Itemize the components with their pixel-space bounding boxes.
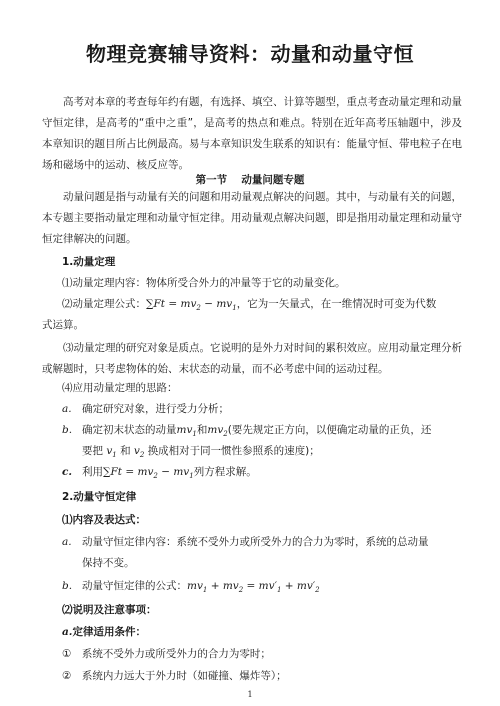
- step-b-cont-pre: 要把: [82, 445, 103, 457]
- step-c-mark: c.: [62, 466, 73, 478]
- theorem-approach: ⑷应用动量定理的思路：: [62, 382, 178, 394]
- step-b-mark: b.: [62, 424, 73, 436]
- conditions-text: 定律适用条件：: [72, 626, 146, 638]
- math-step-c-formula: $\sum Ft = mv_2 - mv_1$: [103, 466, 194, 481]
- heading-notes: ⑵说明及注意事项：: [62, 604, 157, 616]
- formula-impulse: $\sum Ft = mv_2 - mv_1$: [146, 298, 237, 313]
- math-conservation-formula: $mv_1 + mv_2 = mv'_1 + mv'_2$: [187, 580, 320, 595]
- cons-a-cont: 保持不变。: [82, 557, 135, 569]
- step-a-mark: a.: [62, 403, 72, 415]
- theorem-content: ⑴动量定理内容：物体所受合外力的冲量等于它的动量变化。: [62, 277, 346, 289]
- cons-b-mark: b.: [62, 580, 73, 592]
- step-a-text: 确定研究对象，进行受力分析；: [82, 403, 229, 415]
- heading-content-expression: ⑴内容及表达式：: [62, 514, 146, 526]
- page-number: 1: [247, 690, 253, 699]
- step-b-cont-and: 和: [120, 445, 131, 457]
- math-v2: $v_2$: [130, 445, 145, 460]
- condition-1: ① 系统不受外力或所受外力的合力为零时；: [62, 648, 271, 660]
- step-c-pre: 利用: [82, 466, 103, 478]
- step-a: [62, 401, 229, 416]
- cons-a-mark: a.: [62, 536, 72, 548]
- math-v1: $v_1$: [103, 445, 117, 460]
- theorem-formula-line: [62, 296, 436, 312]
- section-heading: 第一节 动量问题专题: [195, 174, 305, 186]
- condition-2: ② 系统内力远大于外力时（如碰撞、爆炸等）；: [62, 670, 287, 682]
- step-b-cont: [82, 443, 320, 459]
- step-b-text: 确定初末状态的动量: [82, 424, 177, 436]
- heading-conservation: 2.动量守恒定律: [62, 491, 137, 503]
- step-b-note: (要先规定正方向，以便确定动量的正负，还: [227, 424, 432, 436]
- math-mv1: $mv_1$: [176, 424, 197, 439]
- cons-b-text: 动量守恒定律的公式：: [82, 580, 187, 592]
- heading-momentum-theorem: 1.动量定理: [62, 256, 116, 268]
- step-c-post: 列方程求解。: [193, 466, 257, 478]
- step-b-and: 和: [196, 424, 208, 436]
- cons-a-text: 动量守恒定律内容：系统不受外力或所受外力的合力为零时，系统的总动量: [82, 536, 429, 548]
- cons-b: [62, 578, 320, 594]
- section-intro-paragraph: 动量问题是指与动量有关的问题和用动量观点解决的问题。其中，与动量有关的问题，本专题主要指动量定理和动量守恒定律。用动量观点解决问题，即是指用动量定理和动量守恒定律解决的问题。: [42, 191, 462, 245]
- step-c: [62, 464, 257, 480]
- theorem-object-paragraph: ⑶动量定理的研究对象是质点。它说明的是外力对时间的累积效应。应用动量定理分析或解题时，只考虑物体的始、末状态的动量，而不必考虑中间的运动过程。: [42, 342, 462, 375]
- formula-note: ，它为一矢量式，在一维情况时可变为代数: [236, 298, 437, 310]
- math-mv2: $mv_2$: [207, 424, 228, 439]
- heading-conditions: [62, 624, 146, 639]
- step-b-cont-post: 换成相对于同一惯性参照系的速度)；: [147, 445, 320, 457]
- page-title: 物理竞赛辅导资料：动量和动量守恒: [86, 42, 414, 66]
- formula-label: ⑵动量定理公式：: [62, 298, 146, 310]
- intro-paragraph: 高考对本章的考查每年约有题，有选择、填空、计算等题型，重点考查动量定理和动量守恒定律，是高考的“重中之重”，是高考的热点和难点。特别在近年高考压轴题中，涉及本章知识的题目所占比例最高。易与本章知识发生联系的知识有：能量守恒、带电粒子在电场和磁场中的运动、核反应等。: [42, 96, 462, 171]
- conditions-mark: a.: [62, 626, 73, 638]
- formula-note-cont: 式运算。: [42, 319, 84, 331]
- cons-a: [62, 534, 429, 549]
- step-b: [62, 422, 431, 438]
